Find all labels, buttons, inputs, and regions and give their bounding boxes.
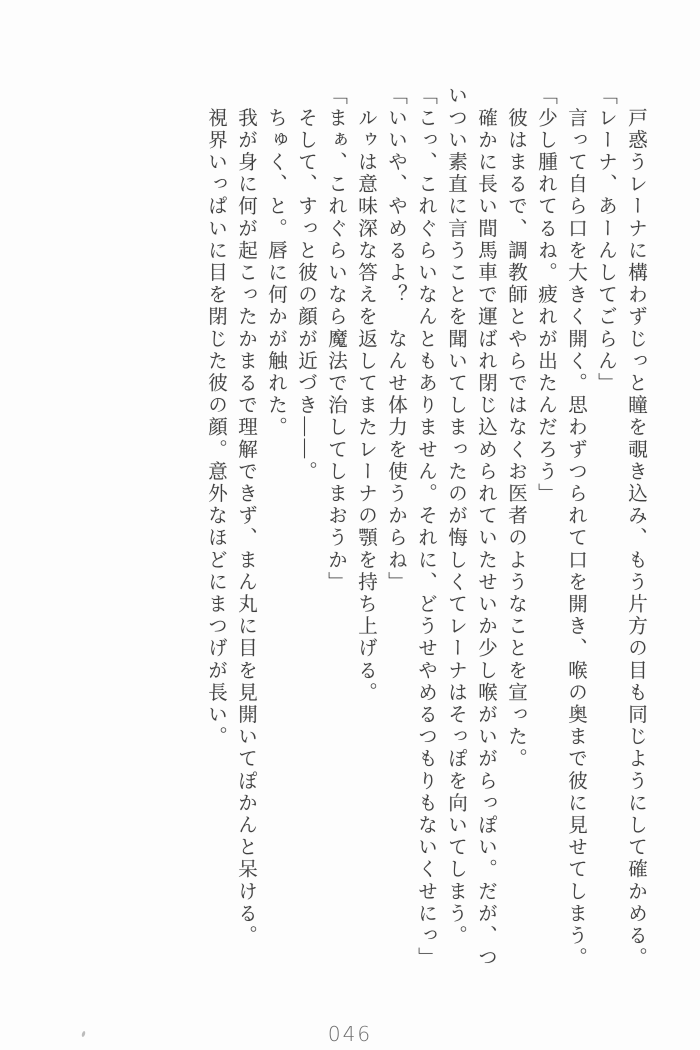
text-line-8: 「こっ、これぐらいなんともありません。それに、どうせやめるつもりもないくせにっ」 bbox=[415, 85, 436, 969]
text-line-7: いつい素直に言うことを聞いてしまったのが悔しくてレーナはそっぽを向いてしまう。 bbox=[445, 85, 466, 947]
text-line-5: 彼はまるで、調教師とやらではなくお医者のようなことを宣った。 bbox=[505, 85, 526, 771]
text-line-10: ルゥは意味深な答えを返してまたレーナの顎を持ち上げる。 bbox=[355, 85, 376, 704]
text-line-14: 我が身に何が起こったかまるで理解できず、まん丸に目を見開いてぽかんと呆ける。 bbox=[235, 85, 256, 947]
text-line-11: 「まぁ、これぐらいなら魔法で治してしまおうか」 bbox=[325, 85, 346, 594]
text-line-3: 言って自ら口を大きく開く。思わずつられて口を開き、喉の奥まで彼に見せてしまう。 bbox=[565, 85, 586, 969]
text-line-15: 視界いっぱいに目を閉じた彼の顔。意外なほどにまつげが長い。 bbox=[205, 85, 226, 748]
page-number: 046 bbox=[327, 1022, 373, 1046]
text-line-12: そして、すっと彼の顔が近づき――。 bbox=[295, 85, 316, 483]
text-line-13: ちゅく、と。唇に何かが触れた。 bbox=[265, 85, 286, 439]
text-line-4: 「少し腫れてるね。疲れが出たんだろう」 bbox=[535, 85, 556, 505]
text-line-9: 「いいや、やめるよ？ なんせ体力を使うからね」 bbox=[385, 85, 406, 594]
text-line-2: 「レーナ、あーんしてごらん」 bbox=[595, 85, 616, 395]
text-line-6: 確かに長い間馬車で運ばれ閉じ込められていたせいか少し喉がいがらっぽい。だが、つ bbox=[475, 85, 496, 969]
text-line-1: 戸惑うレーナに構わずじっと瞳を覗き込み、もう片方の目も同じようにして確かめる。 bbox=[625, 85, 646, 969]
vertical-text-block bbox=[200, 85, 650, 977]
